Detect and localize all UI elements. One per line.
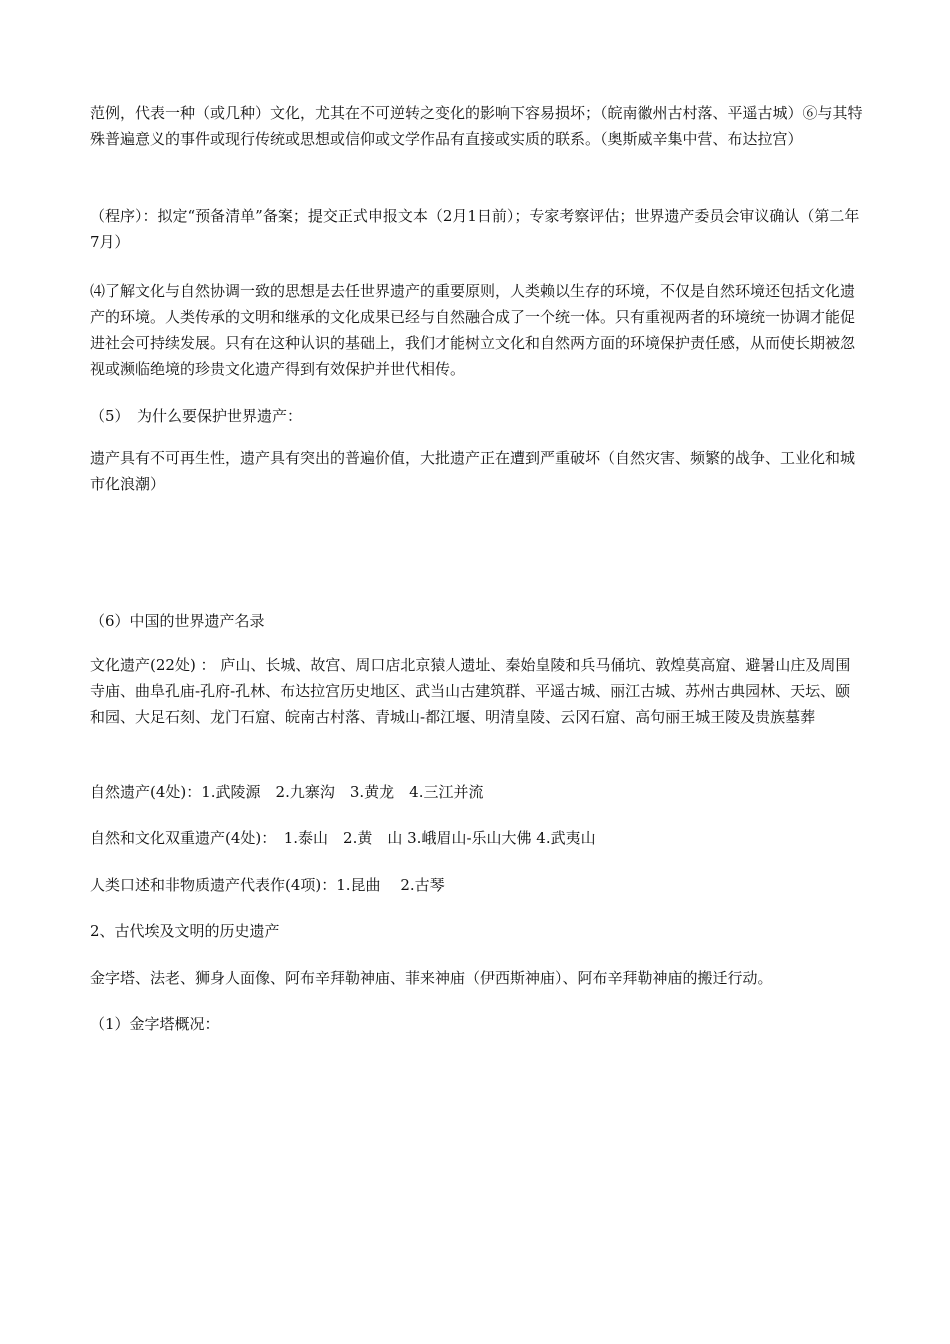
paragraph-natural-heritage <box>90 779 865 805</box>
section-heading: （1）金字塔概况： <box>90 1015 220 1033</box>
heading-egypt <box>90 918 865 944</box>
heading-pyramids <box>90 1011 865 1037</box>
paragraph-mixed-heritage <box>90 825 865 851</box>
section-heading: （5） 为什么要保护世界遗产： <box>90 407 303 425</box>
paragraph-procedure <box>90 203 865 255</box>
paragraph-cultural-heritage <box>90 652 865 730</box>
section-heading: （6）中国的世界遗产名录 <box>90 612 265 630</box>
paragraph-text: 范例，代表一种（或几种）文化，尤其在不可逆转之变化的影响下容易损坏；（皖南徽州古村落、平遥古城）⑥与其特殊普遍意义的事件或现行传统或思想或信仰或文学作品有直接或实质的联系。（奥斯威辛集中营、布达拉宫） <box>90 104 863 148</box>
paragraph-text: 金字塔、法老、狮身人面像、阿布辛拜勒神庙、菲来神庙（伊西斯神庙）、阿布辛拜勒神庙的搬迁行动。 <box>90 969 773 987</box>
paragraph-text: ⑷了解文化与自然协调一致的思想是去任世界遗产的重要原则，人类赖以生存的环境，不仅是自然环境还包括文化遗产的环境。人类传承的文明和继承的文化成果已经与自然融合成了一个统一体。只有重视两者的环境统一协调才能促进社会可持续发展。只有在这种认识的基础上，我们才能树立文化和自然两方面的环境保护责任感，从而使长期被忽视或濒临绝境的珍贵文化遗产得到有效保护并世代相传。 <box>90 282 856 378</box>
paragraph-text: 自然和文化双重遗产(4处)： 1.泰山 2.黄 山 3.峨眉山-乐山大佛 4.武夷山 <box>90 829 596 847</box>
paragraph-text: 遗产具有不可再生性，遗产具有突出的普遍价值，大批遗产正在遭到严重破坏（自然灾害、频繁的战争、工业化和城市化浪潮） <box>90 449 856 493</box>
paragraph-egypt-items <box>90 965 865 991</box>
paragraph-text: 人类口述和非物质遗产代表作(4项)：1.昆曲 2.古琴 <box>90 876 445 894</box>
paragraph-heritage-criteria <box>90 100 865 152</box>
paragraph-text: 自然遗产(4处)：1.武陵源 2.九寨沟 3.黄龙 4.三江并流 <box>90 783 484 801</box>
section-heading: 2、古代埃及文明的历史遗产 <box>90 922 280 940</box>
paragraph-principle <box>90 278 865 382</box>
paragraph-intangible-heritage <box>90 872 865 898</box>
paragraph-text: 文化遗产(22处) ： 庐山、长城、故宫、周口店北京猿人遗址、秦始皇陵和兵马俑坑、敦煌莫高窟、避暑山庄及周围寺庙、曲阜孔庙-孔府-孔林、布达拉宫历史地区、武当山古建筑群、平遥古城、丽江古城、苏州古典园林、天坛、颐和园、大足石刻、龙门石窟、皖南古村落、青城山-都江堰、明清皇陵、云冈石窟、高句丽王城王陵及贵族墓葬 <box>90 656 851 726</box>
heading-why-protect <box>90 403 865 429</box>
heading-china-list <box>90 608 865 634</box>
paragraph-text: （程序）：拟定“预备清单”备案；提交正式申报文本（2月1日前）；专家考察评估；世界遗产委员会审议确认（第二年7月） <box>90 207 860 251</box>
paragraph-why-protect <box>90 445 865 497</box>
